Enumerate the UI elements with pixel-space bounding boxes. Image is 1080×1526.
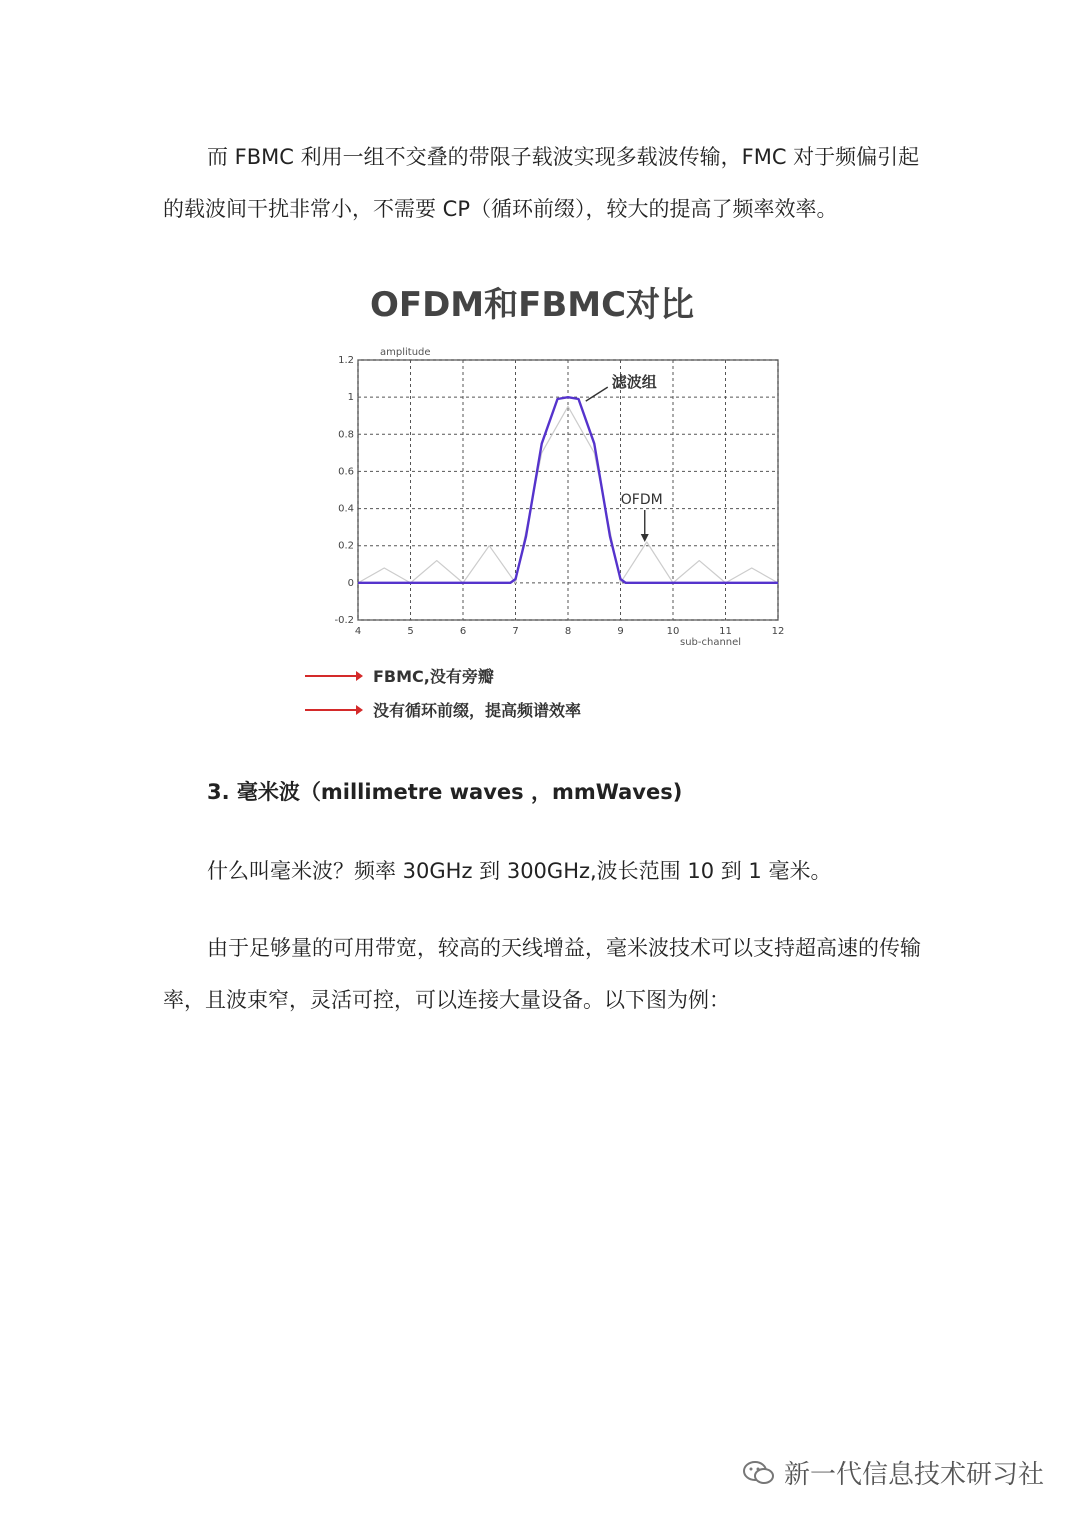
y-tick-label: 0.8	[338, 429, 354, 441]
footer-watermark	[742, 1454, 1044, 1491]
section-heading-mmwaves: 3. 毫米波（millimetre waves ，mmWaves)	[207, 780, 683, 804]
legend-label-2: 没有循环前缀，提高频谱效率	[373, 701, 582, 720]
x-tick-label: 11	[719, 626, 732, 637]
ofdm-fbmc-figure	[300, 278, 800, 728]
legend-item-1	[305, 664, 494, 687]
annotation-label: 滤波组	[611, 373, 657, 392]
x-axis-label: sub-channel	[680, 637, 742, 648]
legend-label-1: FBMC,没有旁瓣	[373, 667, 494, 686]
x-tick-label: 5	[407, 626, 414, 637]
x-tick-label: 4	[354, 626, 362, 637]
footer-text: 新一代信息技术研习社	[783, 1460, 1044, 1490]
x-tick-label: 8	[564, 626, 572, 637]
wechat-icon	[742, 1459, 776, 1487]
y-tick-label: 0.6	[338, 466, 354, 478]
paragraph-fbmc: 而 FBMC 利用一组不交叠的带限子载波实现多载波传输，FMC 对于频偏引起的载波间干扰非常小，不需要 CP（循环前缀），较大的提高了频率效率。	[163, 145, 920, 221]
red-arrow-icon	[305, 675, 361, 677]
annotation-arrow	[586, 387, 608, 401]
annotation-label: OFDM	[620, 492, 663, 508]
x-tick-label: 9	[617, 626, 624, 637]
paragraph-mmwave-benefits: 由于足够量的可用带宽，较高的天线增益，毫米波技术可以支持超高速的传输率，且波束窄，灵活可控，可以连接大量设备。以下图为例：	[163, 936, 921, 1012]
x-tick-label: 7	[512, 626, 519, 637]
y-tick-label: 1.2	[338, 355, 354, 366]
ofdm-fbmc-chart	[300, 278, 800, 658]
y-tick-label: 1	[347, 392, 354, 404]
y-axis-label: amplitude	[380, 347, 431, 358]
annotation-arrowhead	[641, 534, 649, 542]
x-tick-label: 10	[666, 626, 680, 637]
legend-item-2	[305, 698, 581, 721]
y-tick-label: 0.2	[338, 540, 354, 552]
y-tick-label: -0.2	[334, 615, 354, 626]
x-tick-label: 6	[459, 626, 467, 637]
chart-title: OFDM和FBMC对比	[369, 285, 695, 325]
y-tick-label: 0	[347, 577, 354, 589]
paragraph-what-is-mmwave: 什么叫毫米波？频率 30GHz 到 300GHz,波长范围 10 到 1 毫米。	[207, 859, 832, 883]
x-tick-label: 12	[771, 626, 785, 637]
y-tick-label: 0.4	[338, 503, 354, 515]
red-arrow-icon	[305, 709, 361, 711]
